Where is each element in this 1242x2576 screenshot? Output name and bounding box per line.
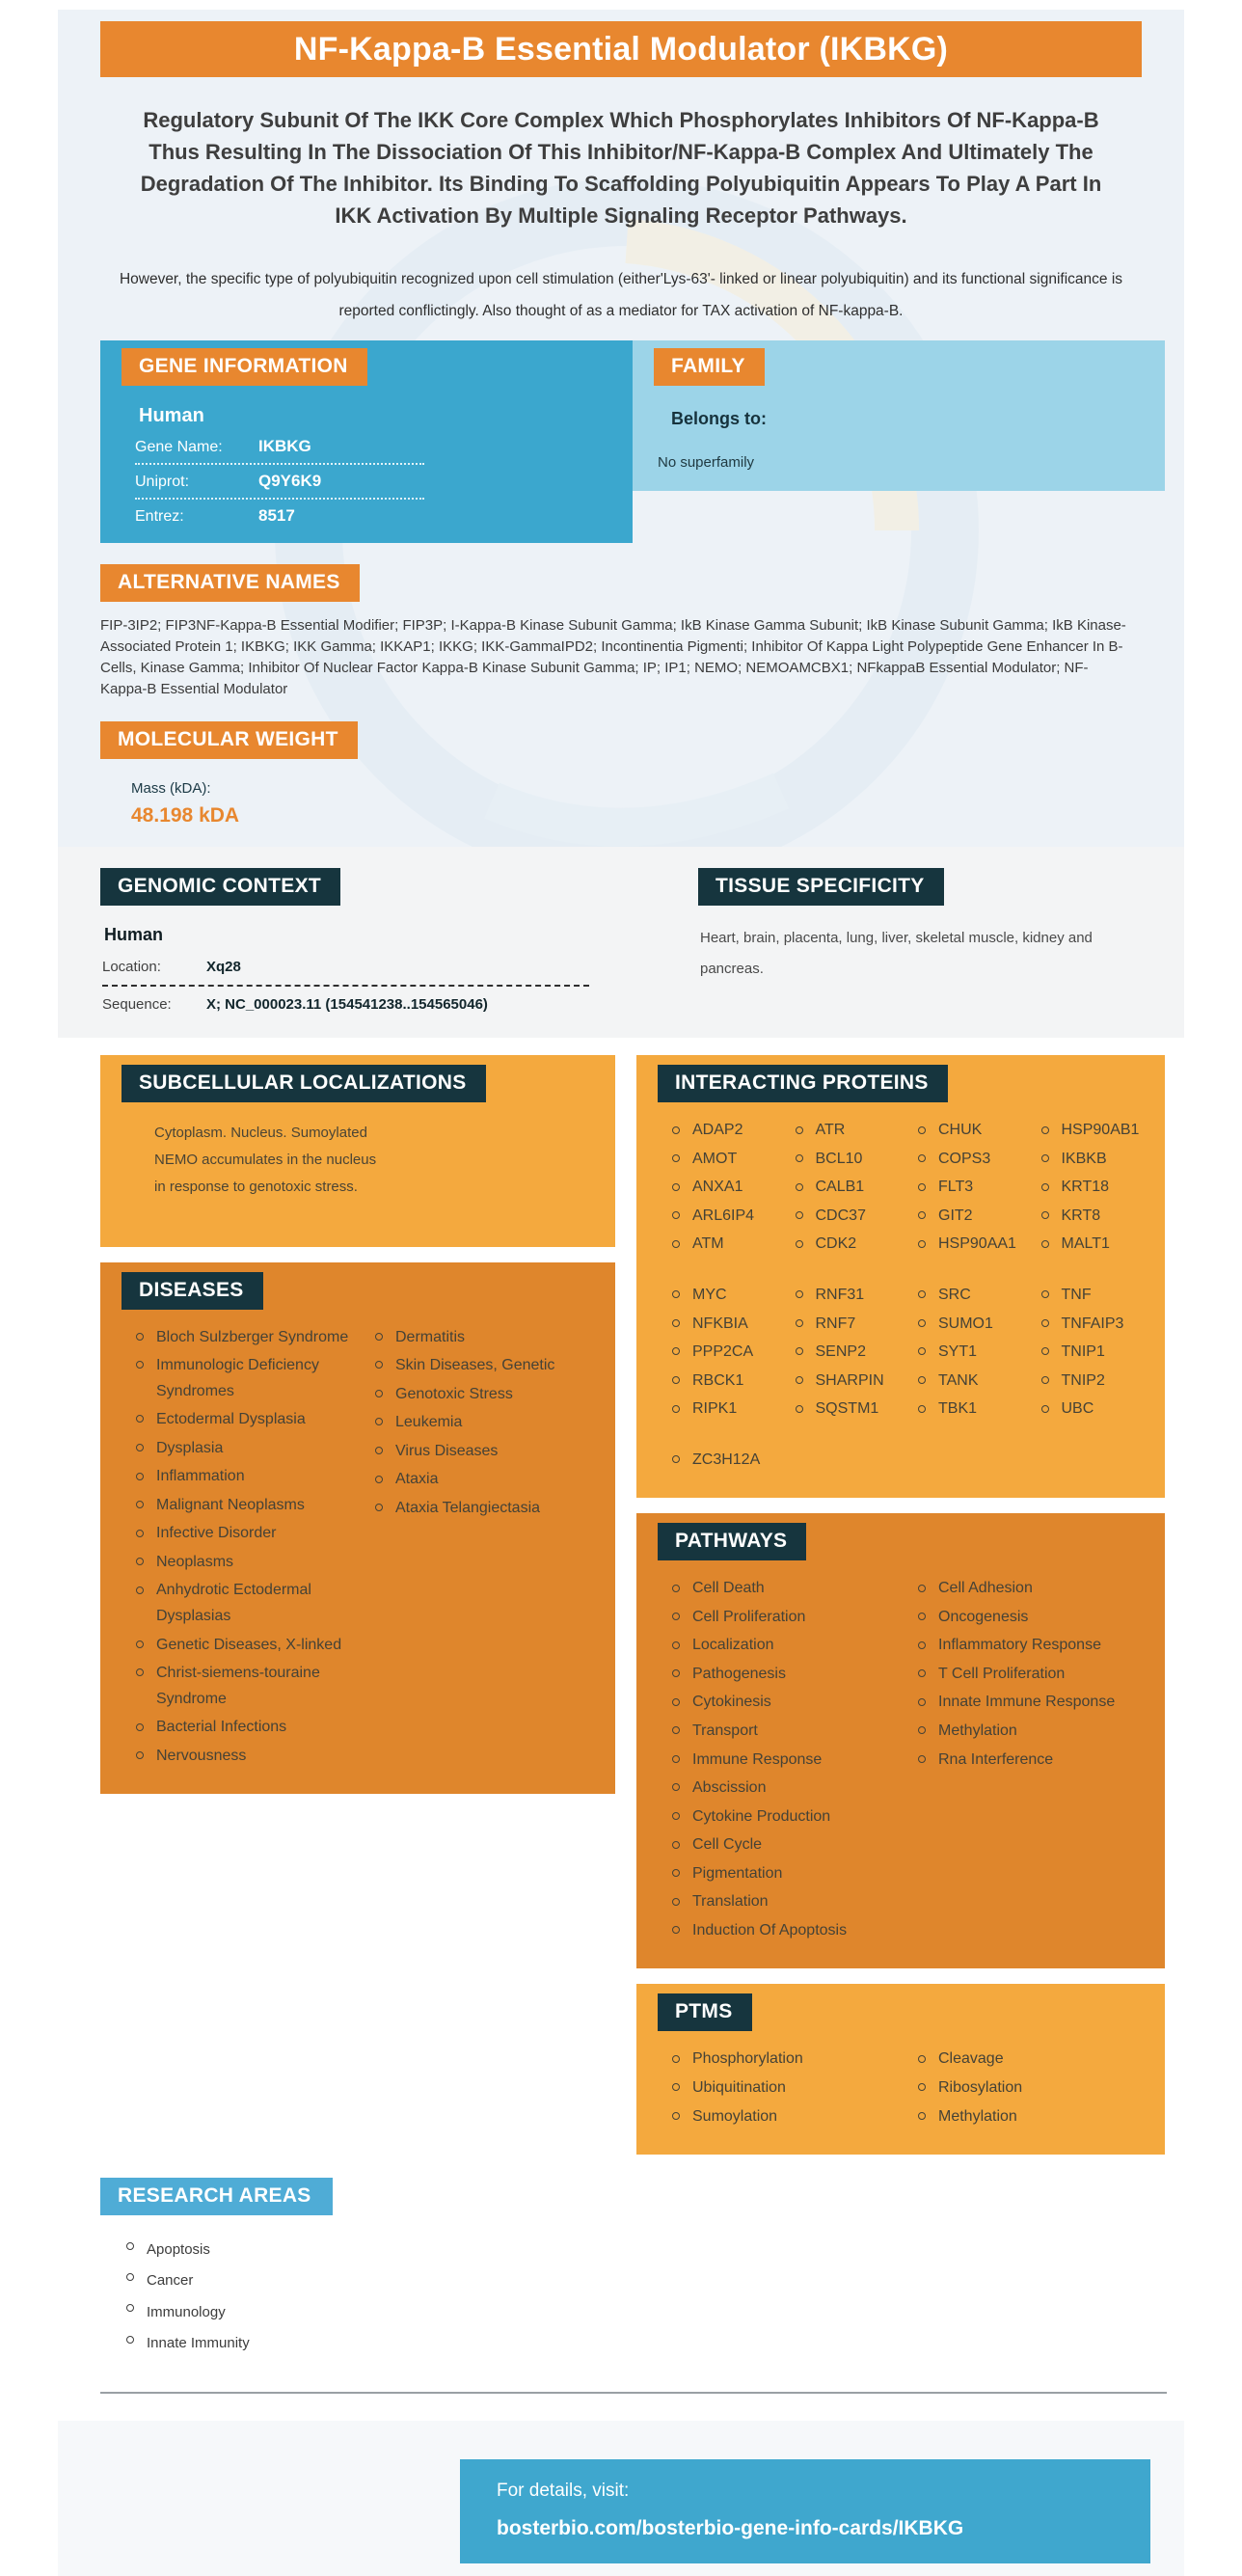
sequence-label: Sequence: xyxy=(102,996,172,1014)
interacting-proteins-box xyxy=(636,1055,1165,1498)
list-item: COPS3 xyxy=(911,1147,1035,1173)
list-item: Cleavage xyxy=(911,2047,1157,2073)
list-item: SQSTM1 xyxy=(789,1396,912,1423)
list-item: Sumoylation xyxy=(665,2104,911,2130)
list-item: Christ-siemens-touraine Syndrome xyxy=(129,1661,368,1712)
gene-info-card xyxy=(58,10,1184,2576)
research-areas-header: RESEARCH AREAS xyxy=(100,2178,333,2215)
gene-function-note: However, the specific type of polyubiquitin recognized upon cell stimulation (either'Lys-63'- linked or linear polyubiquitin) and its functional significance is reported conflictingly. Also thought of as a mediator for TAX activation of NF-kappa-B. xyxy=(119,271,1123,319)
tissue-specificity-header: TISSUE SPECIFICITY xyxy=(698,868,944,906)
gene-info-card-page xyxy=(0,10,1242,2574)
footer-panel xyxy=(58,2421,1184,2576)
list-item: MALT1 xyxy=(1035,1232,1158,1258)
list-item: Malignant Neoplasms xyxy=(129,1493,368,1519)
list-item: Apoptosis xyxy=(120,2235,1184,2265)
list-item: UBC xyxy=(1035,1396,1158,1423)
bullet-list xyxy=(129,1325,368,1770)
details-link[interactable]: bosterbio.com/bosterbio-gene-info-cards/IKBKG xyxy=(497,2517,964,2540)
genomic-context-header: GENOMIC CONTEXT xyxy=(100,868,340,906)
list-item: HSP90AA1 xyxy=(911,1232,1035,1258)
location-value: Xq28 xyxy=(206,959,241,976)
list-item: PPP2CA xyxy=(665,1340,789,1366)
list-item: RNF31 xyxy=(789,1283,912,1309)
family-value: No superfamily xyxy=(658,454,755,472)
list-item: CDK2 xyxy=(789,1232,912,1258)
list-item: Pigmentation xyxy=(665,1861,911,1887)
list-item: FLT3 xyxy=(911,1175,1035,1201)
list-item: Bacterial Infections xyxy=(129,1715,368,1741)
list-item: Leukemia xyxy=(368,1410,608,1436)
species-label: Human xyxy=(139,405,204,427)
list-item: SYT1 xyxy=(911,1340,1035,1366)
list-item: Oncogenesis xyxy=(911,1605,1157,1631)
list-item: Rna Interference xyxy=(911,1748,1157,1774)
entrez-row xyxy=(135,506,633,526)
list-item: KRT18 xyxy=(1035,1175,1158,1201)
list-item: Inflammatory Response xyxy=(911,1633,1157,1659)
hero-section xyxy=(58,10,1184,847)
list-column xyxy=(129,1325,368,1774)
list-item: ATR xyxy=(789,1118,912,1144)
list-item: Nervousness xyxy=(129,1744,368,1770)
list-item: Genotoxic Stress xyxy=(368,1382,608,1408)
list-column xyxy=(911,2047,1157,2133)
list-item: ATM xyxy=(665,1232,789,1258)
bullet-list xyxy=(789,1118,912,1258)
list-item: Innate Immunity xyxy=(120,2328,1184,2359)
belongs-to-label: Belongs to: xyxy=(671,409,767,429)
list-item: Anhydrotic Ectodermal Dysplasias xyxy=(129,1578,368,1629)
list-column xyxy=(911,1118,1035,1477)
list-item: Cell Adhesion xyxy=(911,1576,1157,1602)
list-item: Dysplasia xyxy=(129,1436,368,1462)
list-item: RIPK1 xyxy=(665,1396,789,1423)
list-item: Pathogenesis xyxy=(665,1662,911,1688)
alternative-names-header: ALTERNATIVE NAMES xyxy=(100,564,360,602)
bullet-list xyxy=(120,2235,1184,2359)
mass-value: 48.198 kDA xyxy=(131,804,240,827)
gene-name-label: Gene Name: xyxy=(135,439,223,456)
list-item: Genetic Diseases, X-linked xyxy=(129,1633,368,1659)
page-title: NF-Kappa-B Essential Modulator (IKBKG) xyxy=(100,21,1142,77)
diseases-header: DISEASES xyxy=(122,1272,263,1310)
family-header: FAMILY xyxy=(654,348,765,386)
alternative-names-text: FIP-3IP2; FIP3NF-Kappa-B Essential Modifier; FIP3P; I-Kappa-B Kinase Subunit Gamma; IkB Kinase Gamma Subunit; IkB Kinase Subunit Gamma; IkB Kinase-Associated Protein 1; IKBKG; IKK Gamma; IKKAP1; IKKG; IKK-GammaIPD2; Incontinentia Pigmenti; Inhibitor Of Kappa Light Polypeptide Gene Enhancer In B-Cells, Kinase Gamma; Inhibitor Of Nuclear Factor Kappa-B Kinase Subunit Gamma; IP; IP1; NEMO; NEMOAMCBX1; NFkappaB Essential Modulator; NF-Kappa-B Essential Modulator xyxy=(100,617,1126,698)
list-item: ANXA1 xyxy=(665,1175,789,1201)
genomic-band xyxy=(58,847,1184,1038)
list-item: BCL10 xyxy=(789,1147,912,1173)
list-item: ZC3H12A xyxy=(665,1448,789,1474)
list-item: TBK1 xyxy=(911,1396,1035,1423)
list-item: MYC xyxy=(665,1283,789,1309)
ptms-box xyxy=(636,1984,1165,2155)
molecular-weight-section xyxy=(100,721,1184,759)
list-item: KRT8 xyxy=(1035,1204,1158,1230)
list-item: TANK xyxy=(911,1369,1035,1395)
list-column xyxy=(665,2047,911,2133)
list-item: Ataxia xyxy=(368,1467,608,1493)
bullet-list xyxy=(911,2047,1157,2129)
genomic-species-label: Human xyxy=(104,925,164,945)
bullet-list xyxy=(368,1325,608,1522)
list-item: Cancer xyxy=(120,2265,1184,2296)
list-item: Skin Diseases, Genetic xyxy=(368,1353,608,1379)
list-item: AMOT xyxy=(665,1147,789,1173)
list-item: Induction Of Apoptosis xyxy=(665,1918,911,1944)
list-column xyxy=(911,1576,1157,1947)
list-item: Ataxia Telangiectasia xyxy=(368,1496,608,1522)
list-item: Dermatitis xyxy=(368,1325,608,1351)
list-item: TNF xyxy=(1035,1283,1158,1309)
list-item: Cell Cycle xyxy=(665,1832,911,1858)
main-right-column xyxy=(636,1055,1165,2155)
uniprot-value: Q9Y6K9 xyxy=(258,472,322,491)
entrez-label: Entrez: xyxy=(135,508,184,526)
list-item: Bloch Sulzberger Syndrome xyxy=(129,1325,368,1351)
list-item: Innate Immune Response xyxy=(911,1690,1157,1716)
main-content-row xyxy=(100,1055,1165,2155)
list-item: Localization xyxy=(665,1633,911,1659)
list-item: ADAP2 xyxy=(665,1118,789,1144)
list-item: RBCK1 xyxy=(665,1369,789,1395)
list-item: TNIP2 xyxy=(1035,1369,1158,1395)
list-item: Cell Death xyxy=(665,1576,911,1602)
gene-name-value: IKBKG xyxy=(258,437,311,456)
visit-label: For details, visit: xyxy=(497,2481,630,2502)
list-item: TNFAIP3 xyxy=(1035,1312,1158,1338)
gene-name-row xyxy=(135,437,633,456)
bullet-list xyxy=(665,1118,789,1258)
list-item: Inflammation xyxy=(129,1464,368,1490)
pathways-box xyxy=(636,1513,1165,1968)
main-left-column xyxy=(100,1055,615,1794)
bullet-list xyxy=(665,1283,789,1423)
list-item: Phosphorylation xyxy=(665,2047,911,2073)
list-item: Virus Diseases xyxy=(368,1439,608,1465)
bullet-list xyxy=(665,1448,789,1474)
list-item: SENP2 xyxy=(789,1340,912,1366)
molecular-weight-header: MOLECULAR WEIGHT xyxy=(100,721,358,759)
ptms-header: PTMS xyxy=(658,1993,752,2031)
sequence-value: X; NC_000023.11 (154541238..154565046) xyxy=(206,996,488,1014)
family-box xyxy=(633,340,1165,491)
list-item: Transport xyxy=(665,1719,911,1745)
list-column xyxy=(120,2235,1184,2363)
bullet-list xyxy=(911,1283,1035,1423)
list-item: Ribosylation xyxy=(911,2075,1157,2101)
subcellular-localizations-header: SUBCELLULAR LOCALIZATIONS xyxy=(122,1065,486,1102)
pathways-list xyxy=(665,1576,1157,1947)
subcellular-localizations-text: Cytoplasm. Nucleus. Sumoylated NEMO accumulates in the nucleus in response to genotoxic stress. xyxy=(154,1125,377,1195)
list-item: IKBKB xyxy=(1035,1147,1158,1173)
bullet-list xyxy=(665,2047,911,2129)
gene-function-summary: Regulatory Subunit Of The IKK Core Complex Which Phosphorylates Inhibitors Of NF-Kappa-B Thus Resulting In The Dissociation Of This Inhibitor/NF-Kappa-B Complex And Ultimately The Degradation Of The Inhibitor. Its Binding To Scaffolding Polyubiquitin Appears To Play A Part In IKK Activation By Multiple Signaling Receptor Pathways. xyxy=(140,108,1102,228)
list-item: RNF7 xyxy=(789,1312,912,1338)
list-item: Methylation xyxy=(911,1719,1157,1745)
list-item: SHARPIN xyxy=(789,1369,912,1395)
list-column xyxy=(789,1118,912,1477)
dotted-divider xyxy=(135,463,424,465)
list-item: TNIP1 xyxy=(1035,1340,1158,1366)
dotted-divider xyxy=(135,498,424,500)
genomic-context-section xyxy=(100,868,642,1013)
bullet-list xyxy=(665,1576,911,1943)
bullet-list xyxy=(1035,1283,1158,1423)
gene-family-row xyxy=(100,340,1165,543)
entrez-value: 8517 xyxy=(258,506,295,526)
list-column xyxy=(368,1325,608,1774)
list-item: CHUK xyxy=(911,1118,1035,1144)
list-item: Ubiquitination xyxy=(665,2075,911,2101)
list-item: Cell Proliferation xyxy=(665,1605,911,1631)
list-item: NFKBIA xyxy=(665,1312,789,1338)
list-item: Ectodermal Dysplasia xyxy=(129,1407,368,1433)
subcellular-localizations-box xyxy=(100,1055,615,1246)
uniprot-row xyxy=(135,472,633,491)
list-column xyxy=(665,1576,911,1947)
list-item: SRC xyxy=(911,1283,1035,1309)
list-item: Immunology xyxy=(120,2297,1184,2328)
location-label: Location: xyxy=(102,959,161,976)
uniprot-label: Uniprot: xyxy=(135,474,190,491)
list-item: GIT2 xyxy=(911,1204,1035,1230)
list-item: Methylation xyxy=(911,2104,1157,2130)
research-areas-list xyxy=(120,2235,1184,2363)
list-column xyxy=(665,1118,789,1477)
diseases-list xyxy=(129,1325,608,1774)
footer-divider xyxy=(100,2392,1167,2394)
list-item: Cytokinesis xyxy=(665,1690,911,1716)
list-column xyxy=(1035,1118,1158,1477)
tissue-specificity-text: Heart, brain, placenta, lung, liver, skeletal muscle, kidney and pancreas. xyxy=(700,930,1093,977)
list-item: Neoplasms xyxy=(129,1550,368,1576)
bullet-list xyxy=(911,1576,1157,1773)
location-row xyxy=(102,959,642,975)
interacting-proteins-list xyxy=(665,1118,1157,1477)
bullet-list xyxy=(911,1118,1035,1258)
list-item: T Cell Proliferation xyxy=(911,1662,1157,1688)
list-item: Immunologic Deficiency Syndromes xyxy=(129,1353,368,1404)
list-item: Immune Response xyxy=(665,1748,911,1774)
bullet-list xyxy=(1035,1118,1158,1258)
list-item: ARL6IP4 xyxy=(665,1204,789,1230)
gene-information-box xyxy=(100,340,633,543)
list-item: SUMO1 xyxy=(911,1312,1035,1338)
pathways-header: PATHWAYS xyxy=(658,1523,806,1560)
tissue-specificity-section xyxy=(642,868,1165,1013)
list-item: Abscission xyxy=(665,1776,911,1802)
list-item: HSP90AB1 xyxy=(1035,1118,1158,1144)
list-item: Cytokine Production xyxy=(665,1804,911,1830)
list-item: Translation xyxy=(665,1889,911,1915)
alternative-names-section xyxy=(100,564,1184,602)
diseases-box xyxy=(100,1262,615,1795)
list-item: CALB1 xyxy=(789,1175,912,1201)
list-item: CDC37 xyxy=(789,1204,912,1230)
dashed-divider xyxy=(102,985,589,987)
list-item: Infective Disorder xyxy=(129,1521,368,1547)
sequence-row xyxy=(102,996,642,1013)
gene-information-header: GENE INFORMATION xyxy=(122,348,367,386)
interacting-proteins-header: INTERACTING PROTEINS xyxy=(658,1065,948,1102)
footer-details-box xyxy=(460,2459,1150,2563)
ptms-list xyxy=(665,2047,1157,2133)
bullet-list xyxy=(789,1283,912,1423)
mass-label: Mass (kDA): xyxy=(131,780,211,798)
